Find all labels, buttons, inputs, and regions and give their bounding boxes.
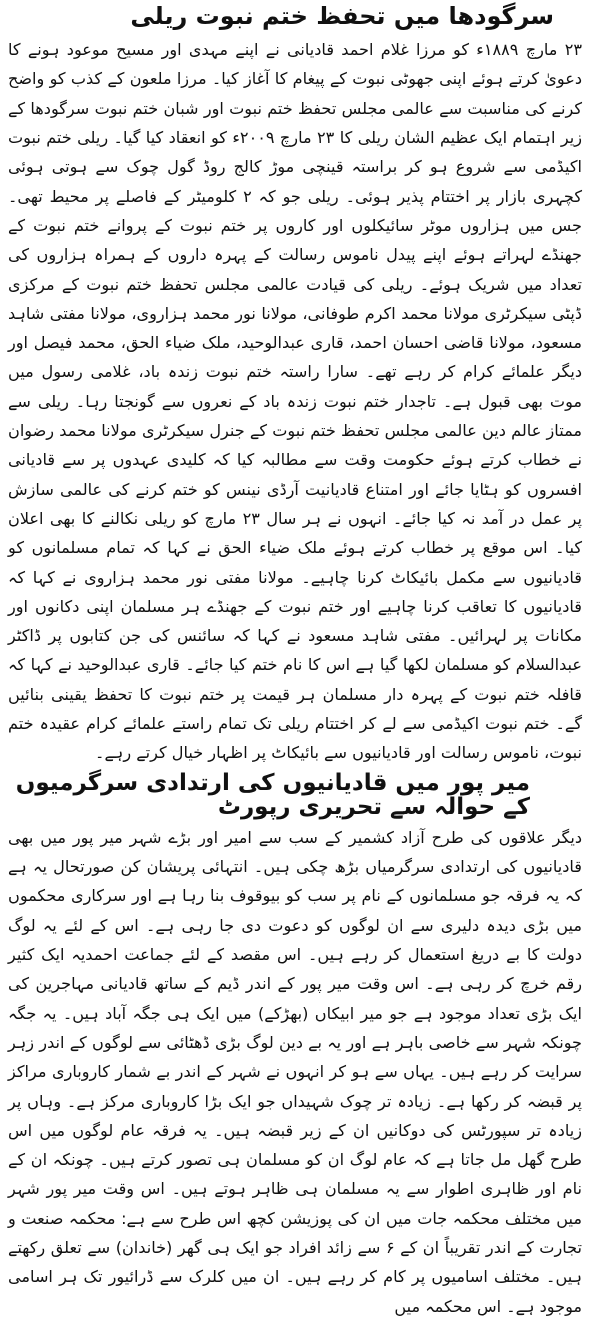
article-body: دیگر علاقوں کی طرح آزاد کشمیر کے سب سے امیر اور بڑے شہر میر پور میں بھی قادیانیوں کی ارتدادی سرگرمیاں بڑھ چکی ہیں۔ انتہائی پریشان کن صورتحال یہ ہے کہ یہ فرقہ جو مسلمانوں کے نام پر سب کو بیوقوف بنا رہا ہے اور سرکاری محکموں میں بڑی دیدہ دلیری سے ان لوگوں کو دعوت دی جا رہی ہے۔ اس کے لئے یہ لوگ دولت کا بے دریغ استعمال کر رہے ہیں۔ اس مقصد کے لئے جماعت احمدیہ ایک کثیر رقم خرچ کر رہی ہے۔ اس وقت میر پور کے اندر ڈیم کے ساتھ قادیانی مہاجرین کی ایک بڑی تعداد موجود ہے جو میر ابیکاں (بھڑکے) میں ایک ہی جگہ آباد ہیں۔ یہ جگہ چونکہ شہر سے خاصی باہر ہے اور یہ بے دین لوگ بڑی ڈھٹائی سے لوگوں کے اندر زہر سرایت کر رہے ہیں۔ یہاں سے ہو کر انہوں نے شہر کے اندر بے شمار کاروباری مراکز پر قبضہ کر رکھا ہے۔ زیادہ تر چوک شہیداں جو ایک بڑا کاروباری مرکز ہے۔ وہاں پر زیادہ تر سپورٹس کی دوکانیں ان کے زیر قبضہ ہیں۔ یہ فرقہ عام لوگوں میں اس طرح گھل مل جاتا ہے کہ عام لوگ ان کو مسلمان ہی تصور کرتے ہیں۔ چونکہ ان کے نام اور ظاہری اطوار سے یہ مسلمان ہی ظاہر ہوتے ہیں۔ اس وقت میر پور شہر میں مختلف محکمہ جات میں ان کی پوزیشن کچھ اس طرح سے ہے: محکمہ صنعت و تجارت کے اندر تقریباً ان کے ۶ سے زائد افراد جو ایک ہی گھر (خاندان) سے تعلق رکھتے ہیں۔ مختلف اسامیوں پر کام کر رہے ہیں۔ ان میں کلرک سے ڈرائیور تک ہر اسامی موجود ہے۔ اس محکمہ میں <box>8 827 582 1316</box>
article-mirpur-report <box>8 771 582 1321</box>
article-body: ۲۳ مارچ ۱۸۸۹ء کو مرزا غلام احمد قادیانی نے اپنے مہدی اور مسیح موعود ہونے کا دعویٰ کرتے ہوئے اپنی جھوٹی نبوت کے پیغام کا آغاز کیا۔ مرزا ملعون کے کذب کو واضح کرنے کی مناسبت سے عالمی مجلس تحفظ ختم نبوت اور شبان ختم نبوت سرگودھا کے زیر اہتمام ایک عظیم الشان ریلی کا ۲۳ مارچ ۲۰۰۹ء کو انعقاد کیا گیا۔ ریلی ختم نبوت اکیڈمی سے شروع ہو کر براستہ قینچی موڑ کالج روڈ گول چوک سے ہوتی ہوئی کچہری بازار پر اختتام پذیر ہوئی۔ ریلی جو کہ ۲ کلومیٹر کے فاصلے پر محیط تھی۔ جس میں ہزاروں موٹر سائیکلوں اور کاروں پر ختم نبوت کے پروانے ختم نبوت کے جھنڈے لہراتے ہوئے اپنے پیدل ناموس رسالت کے پہرہ داروں کے ہمراہ ہزاروں کی تعداد میں شریک ہوئے۔ ریلی کی قیادت عالمی مجلس تحفظ ختم نبوت کے مرکزی ڈپٹی سیکرٹری مولانا محمد اکرم طوفانی، مولانا نور محمد ہزاروی، مولانا مفتی شاہد مسعود، مولانا قاضی احسان احمد، قاری عبدالوحید، ملک ضیاء الحق، محمد فیصل اور دیگر علمائے کرام کر رہے تھے۔ سارا راستہ ختم نبوت زندہ باد، غلامی رسول میں موت بھی قبول ہے۔ تاجدار ختم نبوت زندہ باد کے نعروں سے گونجتا رہا۔ ریلی سے ممتاز عالم دین عالمی مجلس تحفظ ختم نبوت کے جنرل سیکرٹری مولانا محمد رضوان نے خطاب کرتے ہوئے حکومت وقت سے مطالبہ کیا کہ کلیدی عہدوں پر سے قادیانی افسروں کو ہٹایا جائے اور امتناع قادیانیت آرڈی نینس کو ختم کرنے کی عالمی سازش پر عمل در آمد نہ کیا جائے۔ انہوں نے ہر سال ۲۳ مارچ کو ریلی نکالنے کا بھی اعلان کیا۔ اس موقع پر خطاب کرتے ہوئے ملک ضیاء الحق نے کہا کہ تمام مسلمانوں کو قادیانیوں سے مکمل بائیکاٹ کرنا چاہیے۔ مولانا مفتی نور محمد ہزاروی نے کہا کہ قادیانیوں کا تعاقب کرنا چاہیے اور ختم نبوت کے جھنڈے ہر مسلمان اپنی دکانوں اور مکانات پر لہرائیں۔ مفتی شاہد مسعود نے کہا کہ سائنس کی جن کتابوں پر ڈاکٹر عبدالسلام کو مسلمان لکھا گیا ہے اس کا نام ختم کیا جائے۔ قاری عبدالوحید نے کہا کہ قافلہ ختم نبوت کے پہرہ دار مسلمان ہر قیمت پر ختم نبوت کا تحفظ یقینی بنائیں گے۔ ختم نبوت اکیڈمی سے لے کر اختتام ریلی تک تمام راستے علمائے کرام عقیدہ ختم نبوت، ناموس رسالت اور قادیانیوں سے بائیکاٹ پر اظہار خیال کرتے رہے۔ <box>8 40 582 763</box>
article-sargodha-rally <box>8 4 582 768</box>
article-headline: میر پور میں قادیانیوں کی ارتدادی سرگرمیوں کے حوالہ سے تحریری رپورٹ <box>15 769 530 820</box>
article-headline: سرگودھا میں تحفظ ختم نبوت ریلی <box>130 2 554 30</box>
